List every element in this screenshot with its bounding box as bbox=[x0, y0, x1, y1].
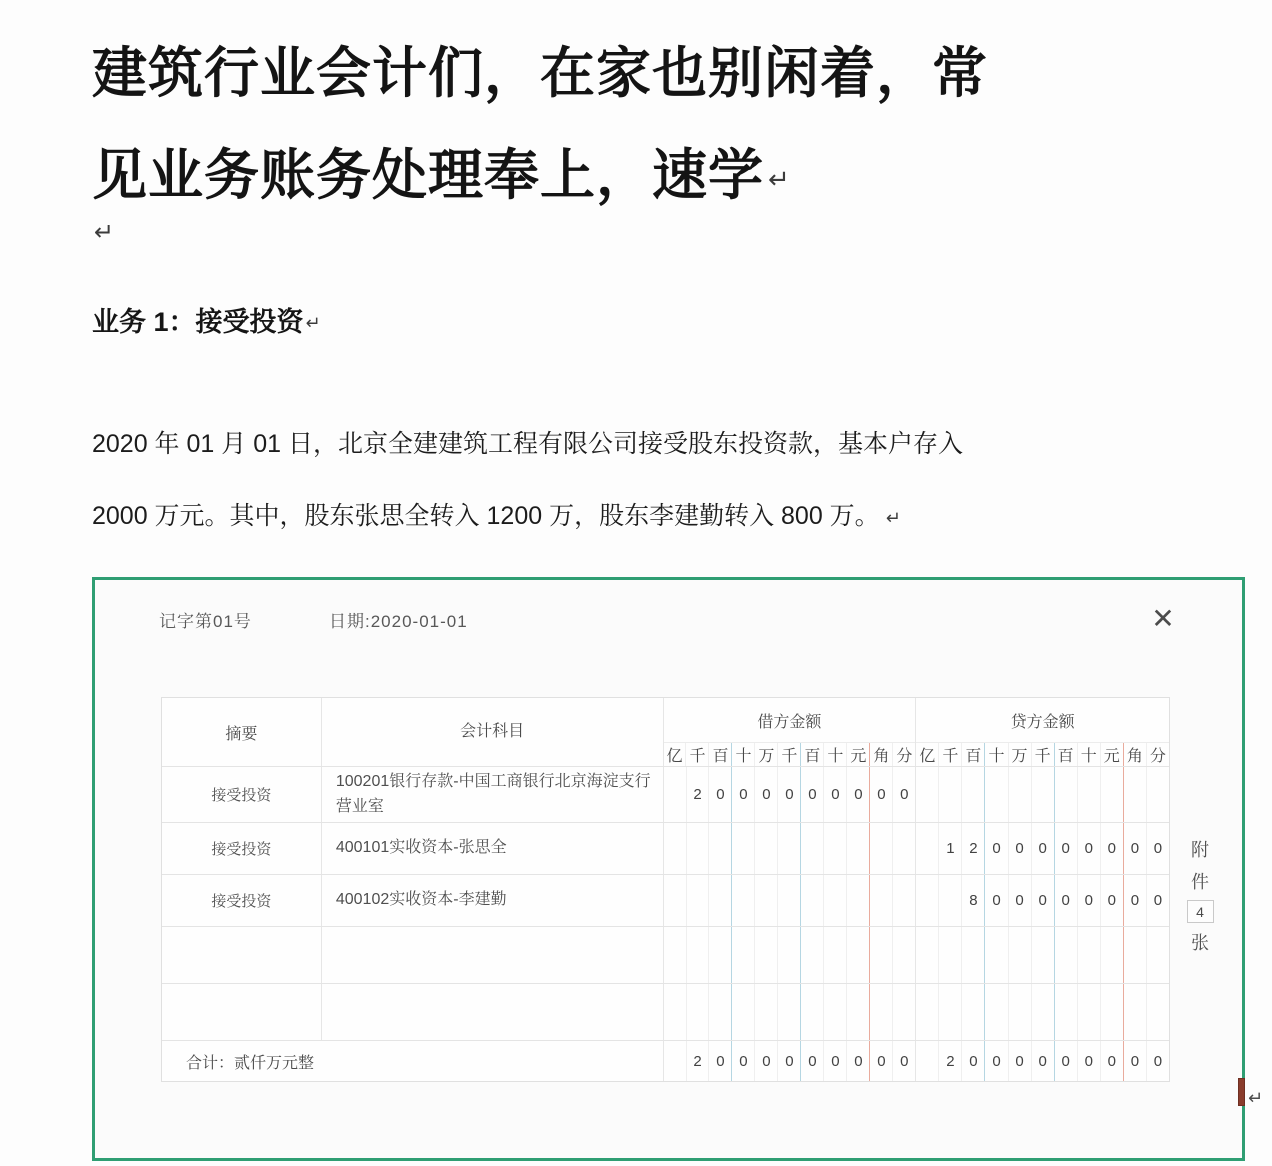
voucher-table bbox=[161, 697, 1170, 1082]
credit-cell bbox=[1146, 767, 1169, 822]
debit-label-cell: 十 bbox=[823, 743, 846, 766]
credit-cell: 0 bbox=[1123, 823, 1146, 874]
attachment-count-field[interactable]: 4 bbox=[1187, 900, 1214, 923]
account-cell bbox=[322, 984, 664, 1040]
table-total-row bbox=[162, 1041, 1169, 1081]
debit-total-cell: 0 bbox=[777, 1041, 800, 1081]
debit-cell: 0 bbox=[869, 767, 892, 822]
credit-cell bbox=[1031, 927, 1054, 983]
debit-cell bbox=[686, 927, 709, 983]
header-credit-label: 贷方金额 bbox=[916, 698, 1169, 743]
debit-total-cell: 0 bbox=[823, 1041, 846, 1081]
credit-cell bbox=[984, 767, 1007, 822]
paragraph-mark-icon: ↵ bbox=[305, 313, 321, 333]
total-debit-digits bbox=[664, 1041, 916, 1081]
debit-cell bbox=[823, 875, 846, 926]
debit-digits bbox=[664, 767, 916, 822]
credit-total-cell: 0 bbox=[984, 1041, 1007, 1081]
credit-cell bbox=[938, 984, 961, 1040]
credit-cell bbox=[1146, 927, 1169, 983]
debit-cell bbox=[869, 823, 892, 874]
credit-total-cell: 0 bbox=[1100, 1041, 1123, 1081]
debit-cell bbox=[664, 767, 686, 822]
debit-cell bbox=[777, 875, 800, 926]
credit-cell: 0 bbox=[1008, 823, 1031, 874]
credit-cell bbox=[1054, 984, 1077, 1040]
summary-cell: 接受投资 bbox=[162, 875, 322, 926]
summary-cell bbox=[162, 927, 322, 983]
table-row-empty bbox=[162, 927, 1169, 984]
debit-label-cell: 百 bbox=[708, 743, 731, 766]
debit-cell bbox=[846, 823, 869, 874]
credit-cell: 2 bbox=[961, 823, 984, 874]
credit-cell: 0 bbox=[1077, 823, 1100, 874]
debit-cell bbox=[686, 875, 709, 926]
credit-cell: 0 bbox=[1100, 875, 1123, 926]
debit-digits bbox=[664, 823, 916, 874]
credit-total-cell: 0 bbox=[1008, 1041, 1031, 1081]
debit-cell bbox=[731, 927, 754, 983]
credit-digits bbox=[916, 927, 1169, 983]
body-paragraph bbox=[92, 408, 1172, 554]
resize-handle[interactable] bbox=[1238, 1078, 1245, 1106]
debit-cell bbox=[664, 823, 686, 874]
debit-label-cell: 百 bbox=[800, 743, 823, 766]
credit-cell bbox=[1008, 927, 1031, 983]
credit-cell bbox=[938, 927, 961, 983]
credit-digit-labels bbox=[916, 743, 1169, 766]
debit-total-cell: 0 bbox=[869, 1041, 892, 1081]
debit-cell: 0 bbox=[823, 767, 846, 822]
debit-cell bbox=[869, 984, 892, 1040]
debit-cell bbox=[731, 984, 754, 1040]
debit-cell bbox=[754, 875, 777, 926]
debit-cell bbox=[846, 984, 869, 1040]
credit-cell bbox=[961, 984, 984, 1040]
credit-cell bbox=[916, 927, 938, 983]
account-cell: 100201银行存款-中国工商银行北京海淀支行营业室 bbox=[322, 767, 664, 822]
debit-cell: 0 bbox=[708, 767, 731, 822]
credit-cell bbox=[1100, 767, 1123, 822]
account-cell: 400102实收资本-李建勤 bbox=[322, 875, 664, 926]
credit-cell bbox=[1008, 984, 1031, 1040]
debit-cell bbox=[664, 875, 686, 926]
paragraph-mark-icon: ↵ bbox=[1248, 1088, 1264, 1108]
debit-cell bbox=[731, 823, 754, 874]
credit-cell bbox=[1077, 984, 1100, 1040]
credit-cell bbox=[1100, 984, 1123, 1040]
credit-label-cell: 元 bbox=[1100, 743, 1123, 766]
credit-digits bbox=[916, 823, 1169, 874]
credit-cell bbox=[1146, 984, 1169, 1040]
debit-label-cell: 亿 bbox=[666, 748, 683, 765]
debit-cell bbox=[777, 927, 800, 983]
credit-cell: 0 bbox=[1146, 823, 1169, 874]
credit-cell bbox=[916, 823, 938, 874]
summary-cell: 接受投资 bbox=[162, 823, 322, 874]
credit-label-cell: 分 bbox=[1146, 743, 1169, 766]
credit-cell: 0 bbox=[1054, 875, 1077, 926]
debit-cell: 0 bbox=[754, 767, 777, 822]
debit-total-cell: 0 bbox=[754, 1041, 777, 1081]
header-account: 会计科目 bbox=[322, 698, 664, 766]
debit-cell bbox=[823, 927, 846, 983]
debit-cell bbox=[777, 984, 800, 1040]
credit-cell bbox=[961, 767, 984, 822]
title-line-1: 建筑行业会计们，在家也别闲着，常 bbox=[92, 42, 989, 104]
credit-cell bbox=[1054, 767, 1077, 822]
paragraph-line-1: 2020 年 01 月 01 日，北京全建建筑工程有限公司接受股东投资款，基本户存入 bbox=[92, 430, 963, 458]
debit-cell bbox=[777, 823, 800, 874]
debit-label-cell: 千 bbox=[777, 743, 800, 766]
debit-digits bbox=[664, 927, 916, 983]
debit-cell bbox=[686, 823, 709, 874]
credit-cell bbox=[938, 875, 961, 926]
table-row-empty bbox=[162, 984, 1169, 1041]
voucher-date: 日期:2020-01-01 bbox=[329, 612, 468, 631]
summary-cell bbox=[162, 984, 322, 1040]
debit-total-cell: 0 bbox=[731, 1041, 754, 1081]
credit-cell: 0 bbox=[1031, 823, 1054, 874]
debit-label-cell: 元 bbox=[846, 743, 869, 766]
debit-cell bbox=[823, 823, 846, 874]
debit-digits bbox=[664, 984, 916, 1040]
total-label: 合计：贰仟万元整 bbox=[162, 1041, 664, 1081]
credit-cell bbox=[1123, 767, 1146, 822]
voucher-panel bbox=[92, 577, 1264, 1161]
credit-label-cell: 十 bbox=[1077, 743, 1100, 766]
credit-label-cell: 千 bbox=[1031, 743, 1054, 766]
credit-total-cell: 0 bbox=[1123, 1041, 1146, 1081]
debit-digits bbox=[664, 875, 916, 926]
debit-cell bbox=[892, 823, 915, 874]
debit-total-cell: 2 bbox=[686, 1041, 709, 1081]
debit-total-cell: 0 bbox=[708, 1041, 731, 1081]
credit-cell bbox=[916, 875, 938, 926]
debit-cell bbox=[708, 875, 731, 926]
close-icon[interactable]: ✕ bbox=[1151, 602, 1175, 634]
debit-cell bbox=[869, 927, 892, 983]
section-heading-text: 业务 1：接受投资 bbox=[92, 307, 304, 337]
table-header bbox=[162, 698, 1169, 767]
credit-cell: 0 bbox=[1031, 875, 1054, 926]
debit-cell bbox=[754, 823, 777, 874]
table-row bbox=[162, 875, 1169, 927]
credit-cell: 1 bbox=[938, 823, 961, 874]
debit-cell: 0 bbox=[731, 767, 754, 822]
credit-label-cell: 百 bbox=[961, 743, 984, 766]
debit-cell bbox=[731, 875, 754, 926]
debit-cell bbox=[686, 984, 709, 1040]
paragraph-mark-icon: ↵ bbox=[94, 219, 115, 246]
credit-cell bbox=[1008, 767, 1031, 822]
summary-cell: 接受投资 bbox=[162, 767, 322, 822]
debit-cell: 0 bbox=[800, 767, 823, 822]
debit-cell bbox=[823, 984, 846, 1040]
attachment-label-char: 件 bbox=[1191, 872, 1209, 892]
debit-cell bbox=[846, 875, 869, 926]
credit-cell: 0 bbox=[1146, 875, 1169, 926]
debit-label-cell: 万 bbox=[754, 743, 777, 766]
credit-total-cell bbox=[916, 1041, 938, 1081]
credit-label-cell: 亿 bbox=[919, 748, 936, 765]
header-summary: 摘要 bbox=[162, 698, 322, 766]
debit-cell bbox=[708, 984, 731, 1040]
voucher-number: 记字第01号 bbox=[159, 612, 252, 631]
credit-cell: 0 bbox=[1123, 875, 1146, 926]
debit-cell bbox=[708, 823, 731, 874]
credit-cell: 0 bbox=[1100, 823, 1123, 874]
credit-cell bbox=[1054, 927, 1077, 983]
credit-digits bbox=[916, 767, 1169, 822]
credit-cell bbox=[916, 984, 938, 1040]
credit-label-cell: 万 bbox=[1008, 743, 1031, 766]
debit-cell bbox=[664, 984, 686, 1040]
credit-total-cell: 0 bbox=[961, 1041, 984, 1081]
credit-cell bbox=[1031, 767, 1054, 822]
debit-label-cell: 角 bbox=[869, 743, 892, 766]
credit-digits bbox=[916, 984, 1169, 1040]
attachment-stack bbox=[1181, 836, 1219, 955]
credit-cell: 0 bbox=[984, 875, 1007, 926]
debit-cell bbox=[800, 875, 823, 926]
debit-cell bbox=[664, 927, 686, 983]
debit-label-cell: 分 bbox=[892, 743, 915, 766]
debit-cell bbox=[708, 927, 731, 983]
credit-cell bbox=[1077, 767, 1100, 822]
credit-label-cell: 角 bbox=[1123, 743, 1146, 766]
attachment-unit: 张 bbox=[1191, 933, 1209, 953]
header-debit-label: 借方金额 bbox=[664, 698, 916, 743]
debit-cell bbox=[892, 927, 915, 983]
paragraph-line-2: 2000 万元。其中，股东张思全转入 1200 万，股东李建勤转入 800 万。 bbox=[92, 502, 880, 530]
debit-total-cell: 0 bbox=[846, 1041, 869, 1081]
debit-cell bbox=[800, 823, 823, 874]
debit-cell bbox=[869, 875, 892, 926]
credit-cell bbox=[916, 767, 938, 822]
credit-cell bbox=[1123, 984, 1146, 1040]
header-credit-group bbox=[916, 698, 1169, 766]
credit-cell bbox=[1123, 927, 1146, 983]
debit-cell bbox=[892, 984, 915, 1040]
paragraph-mark-icon: ↵ bbox=[768, 164, 791, 194]
credit-cell bbox=[984, 984, 1007, 1040]
table-row bbox=[162, 823, 1169, 875]
credit-cell: 0 bbox=[984, 823, 1007, 874]
debit-cell: 0 bbox=[777, 767, 800, 822]
credit-cell bbox=[961, 927, 984, 983]
title-line-2: 见业务账务处理奉上，速学 bbox=[92, 144, 765, 206]
credit-cell: 0 bbox=[1077, 875, 1100, 926]
debit-cell bbox=[800, 984, 823, 1040]
debit-cell: 2 bbox=[686, 767, 709, 822]
credit-total-cell: 2 bbox=[938, 1041, 961, 1081]
debit-total-cell: 0 bbox=[892, 1041, 915, 1081]
credit-cell bbox=[1031, 984, 1054, 1040]
account-cell bbox=[322, 927, 664, 983]
credit-total-cell: 0 bbox=[1054, 1041, 1077, 1081]
header-debit-group bbox=[664, 698, 917, 766]
credit-cell: 0 bbox=[1054, 823, 1077, 874]
credit-label-cell: 十 bbox=[984, 743, 1007, 766]
section-heading bbox=[92, 300, 321, 339]
attachment-label-char: 附 bbox=[1191, 840, 1209, 860]
account-cell: 400101实收资本-张思全 bbox=[322, 823, 664, 874]
debit-label-cell: 千 bbox=[685, 743, 708, 766]
credit-cell bbox=[938, 767, 961, 822]
total-credit-digits bbox=[916, 1041, 1169, 1081]
credit-cell bbox=[1077, 927, 1100, 983]
credit-cell bbox=[984, 927, 1007, 983]
credit-cell bbox=[1100, 927, 1123, 983]
debit-digit-labels bbox=[664, 743, 916, 766]
credit-total-cell: 0 bbox=[1146, 1041, 1169, 1081]
credit-total-cell: 0 bbox=[1077, 1041, 1100, 1081]
paragraph-mark-icon: ↵ bbox=[885, 508, 901, 528]
credit-cell: 8 bbox=[961, 875, 984, 926]
credit-total-cell: 0 bbox=[1031, 1041, 1054, 1081]
credit-label-cell: 千 bbox=[938, 743, 961, 766]
debit-label-cell: 十 bbox=[731, 743, 754, 766]
debit-cell bbox=[800, 927, 823, 983]
table-row bbox=[162, 767, 1169, 823]
debit-cell: 0 bbox=[846, 767, 869, 822]
credit-label-cell: 百 bbox=[1054, 743, 1077, 766]
page-title bbox=[92, 22, 1122, 230]
debit-cell: 0 bbox=[892, 767, 915, 822]
debit-cell bbox=[892, 875, 915, 926]
debit-total-cell bbox=[664, 1041, 686, 1081]
credit-digits bbox=[916, 875, 1169, 926]
debit-cell bbox=[846, 927, 869, 983]
debit-cell bbox=[754, 927, 777, 983]
credit-cell: 0 bbox=[1008, 875, 1031, 926]
debit-cell bbox=[754, 984, 777, 1040]
debit-total-cell: 0 bbox=[800, 1041, 823, 1081]
